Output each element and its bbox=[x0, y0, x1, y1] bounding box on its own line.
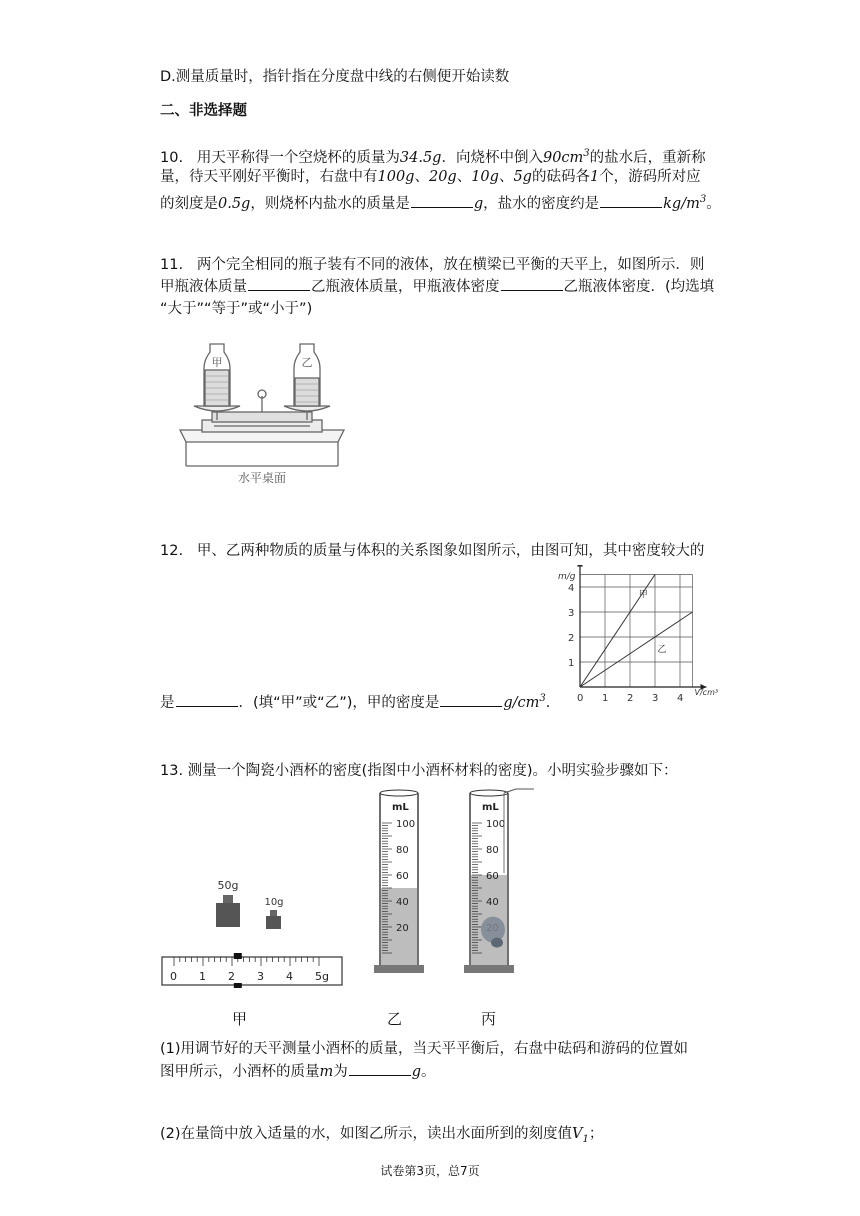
y-tick-label: 2 bbox=[568, 633, 575, 644]
q12-text: 甲、乙两种物质的质量与体积的关系图象如图所示，由图可知，其中密度较大的 bbox=[196, 543, 705, 559]
cylinder-tick-label: 60 bbox=[486, 871, 499, 882]
q10-unit-exp: 3 bbox=[699, 194, 707, 205]
y-axis-arrow bbox=[577, 565, 583, 567]
q12-line2 bbox=[160, 688, 550, 714]
q10-weight: 20g bbox=[428, 169, 457, 185]
cylinder-tick-label: 40 bbox=[396, 897, 409, 908]
submerged-cup-base bbox=[491, 938, 503, 948]
table-caption: 水平桌面 bbox=[237, 471, 287, 485]
q12-number: 12. bbox=[160, 543, 184, 559]
q10-count: 1 bbox=[589, 169, 600, 185]
x-tick-label: 3 bbox=[652, 693, 659, 704]
mass-volume-chart bbox=[552, 565, 732, 705]
q12-text: ．(填“甲”或“乙”)，甲的密度是 bbox=[238, 694, 440, 711]
cylinder-base bbox=[464, 965, 514, 973]
cylinder-tick-label: 40 bbox=[486, 897, 499, 908]
cylinder-bing bbox=[460, 785, 550, 985]
q10-text: 的盐水后，重新称 bbox=[589, 149, 706, 166]
cylinder-tick-label: 80 bbox=[396, 845, 409, 856]
q12-line1 bbox=[160, 540, 704, 562]
q13-step2 bbox=[160, 1123, 603, 1151]
x-axis-label: V/cm³ bbox=[694, 688, 719, 697]
q12-end: . bbox=[545, 694, 551, 711]
cylinder-tick-label: 80 bbox=[486, 845, 499, 856]
q10-weight: 5g bbox=[513, 169, 532, 185]
series-line-yi bbox=[580, 612, 693, 687]
pour-spout bbox=[504, 789, 534, 793]
cylinder-tick-label: 60 bbox=[396, 871, 409, 882]
submerged-cup bbox=[481, 917, 505, 943]
weight-50g-knob bbox=[223, 895, 233, 903]
rider-marker-top bbox=[234, 953, 242, 959]
cylinder-base bbox=[374, 965, 424, 973]
cylinder-tick-label: 20 bbox=[396, 923, 409, 934]
x-tick-label: 2 bbox=[627, 693, 634, 704]
q13-text: 为 bbox=[333, 1064, 348, 1080]
weight-50g bbox=[216, 903, 240, 927]
scale-label: 0 bbox=[170, 970, 177, 983]
series-label: 乙 bbox=[657, 645, 667, 655]
cylinder-tick-label: 100 bbox=[486, 819, 506, 830]
cylinder-rim bbox=[470, 790, 508, 796]
q10-volume-exp: 3 bbox=[583, 148, 590, 159]
q13-end: ； bbox=[588, 1126, 604, 1142]
q10-text: ，盐水的密度约是 bbox=[483, 195, 600, 212]
fig-jia-label: 甲 bbox=[232, 1010, 248, 1028]
q10-line2 bbox=[160, 166, 701, 188]
x-tick-label: 1 bbox=[602, 693, 609, 704]
section-title: 二、非选择题 bbox=[160, 103, 247, 119]
balance-figure bbox=[172, 330, 352, 490]
rider-marker-bottom bbox=[234, 983, 242, 988]
cylinder-unit: mL bbox=[392, 802, 409, 813]
scale-label: 2 bbox=[228, 970, 235, 983]
page-footer: 试卷第3页，总7页 bbox=[380, 1164, 480, 1178]
q13-var-m: m bbox=[319, 1064, 334, 1080]
y-tick-label: 3 bbox=[568, 608, 575, 619]
q10-unit: g bbox=[473, 195, 484, 212]
answer-blank[interactable] bbox=[176, 692, 238, 707]
x-tick-label: 0 bbox=[577, 693, 584, 704]
q10-volume: 90cm bbox=[542, 149, 584, 166]
q12-text: 是 bbox=[160, 694, 175, 711]
q10-text: 的砝码各 bbox=[531, 169, 590, 185]
q13-var-v: V bbox=[572, 1126, 583, 1142]
q13-step1-line2 bbox=[160, 1061, 436, 1083]
q10-unit: kg/m bbox=[663, 195, 700, 212]
q10-number: 10. bbox=[160, 149, 184, 166]
q10-text: 个，游码所对应 bbox=[599, 169, 701, 185]
cylinder-tick-label: 100 bbox=[396, 819, 416, 830]
q10-sep: 、 bbox=[414, 169, 429, 185]
q11-text: 乙瓶液体密度．(均选填 bbox=[563, 279, 715, 295]
q10-sep: 、 bbox=[498, 169, 514, 185]
weights-figure bbox=[160, 875, 350, 995]
fig-yi-label: 乙 bbox=[387, 1010, 403, 1028]
q10-rider: 0.5g bbox=[218, 195, 251, 212]
cylinder-yi bbox=[370, 785, 440, 985]
x-tick-label: 4 bbox=[677, 693, 684, 704]
bottle-yi-label: 乙 bbox=[301, 356, 313, 369]
q11-line2 bbox=[160, 276, 714, 298]
q13-line1: 13. 测量一个陶瓷小酒杯的密度(指图中小酒杯材料的密度)。小明实验步骤如下： bbox=[160, 763, 678, 779]
bottle-jia-label: 甲 bbox=[211, 356, 223, 369]
q10-mass: 34.5g bbox=[399, 149, 442, 166]
q13-var-sub: 1 bbox=[582, 1133, 589, 1145]
fig-bing-label: 丙 bbox=[481, 1010, 497, 1028]
q11-text: 乙瓶液体质量，甲瓶液体密度 bbox=[311, 279, 500, 295]
q13-text: 图甲所示，小酒杯的质量 bbox=[160, 1064, 320, 1080]
y-tick-label: 4 bbox=[568, 583, 575, 594]
q10-line1 bbox=[160, 143, 706, 169]
q10-weight: 100g bbox=[377, 169, 415, 185]
q11-text: 甲瓶液体质量 bbox=[160, 279, 247, 295]
scale-label: 4 bbox=[286, 970, 293, 983]
answer-blank[interactable] bbox=[248, 276, 310, 291]
weight-50g-label: 50g bbox=[217, 879, 239, 892]
q10-text: 量，待天平刚好平衡时，右盘中有 bbox=[160, 169, 378, 185]
q11-line3: “大于”“等于”或“小于”) bbox=[160, 301, 313, 317]
cylinder-rim bbox=[380, 790, 418, 796]
q10-line3 bbox=[160, 189, 721, 215]
q10-text: ，则烧杯内盐水的质量是 bbox=[250, 195, 410, 212]
q11-number: 11. bbox=[160, 257, 184, 273]
weight-10g bbox=[266, 916, 281, 929]
answer-blank[interactable] bbox=[440, 692, 502, 707]
scale-label: 3 bbox=[257, 970, 264, 983]
q10-sep: 、 bbox=[456, 169, 472, 185]
cylinder-unit: mL bbox=[482, 802, 499, 813]
y-tick-label: 1 bbox=[568, 658, 575, 669]
q10-text: ．向烧杯中倒入 bbox=[441, 149, 543, 166]
answer-blank[interactable] bbox=[349, 1061, 411, 1076]
answer-blank[interactable] bbox=[600, 193, 662, 208]
q12-unit: g/cm bbox=[503, 694, 540, 711]
q11-line1 bbox=[160, 254, 704, 276]
q11-text: 两个完全相同的瓶子装有不同的液体，放在横梁已平衡的天平上，如图所示．则 bbox=[196, 257, 705, 273]
q12-unit-exp: 3 bbox=[539, 693, 546, 704]
scale-label: 1 bbox=[199, 970, 206, 983]
q13-step1-line1: (1)用调节好的天平测量小酒杯的质量，当天平平衡后，右盘中砝码和游码的位置如 bbox=[160, 1041, 689, 1057]
q10-weight: 10g bbox=[471, 169, 499, 185]
q10-end: 。 bbox=[706, 195, 721, 212]
series-label: 甲 bbox=[638, 590, 648, 600]
answer-blank[interactable] bbox=[411, 193, 473, 208]
q10-text: 的刻度是 bbox=[160, 195, 218, 212]
scale-label: 5g bbox=[315, 970, 329, 983]
answer-blank[interactable] bbox=[501, 276, 563, 291]
q13-unit: g bbox=[411, 1064, 422, 1080]
q13-end: 。 bbox=[421, 1064, 436, 1080]
weight-10g-label: 10g bbox=[264, 897, 284, 908]
q9-option-d: D.测量质量时，指针指在分度盘中线的右侧便开始读数 bbox=[160, 69, 510, 85]
weight-10g-knob bbox=[270, 910, 277, 916]
q13-text: (2)在量筒中放入适量的水，如图乙所示，读出水面所到的刻度值 bbox=[160, 1126, 573, 1142]
q10-text: 用天平称得一个空烧杯的质量为 bbox=[196, 149, 400, 166]
y-axis-label: m/g bbox=[558, 572, 576, 582]
